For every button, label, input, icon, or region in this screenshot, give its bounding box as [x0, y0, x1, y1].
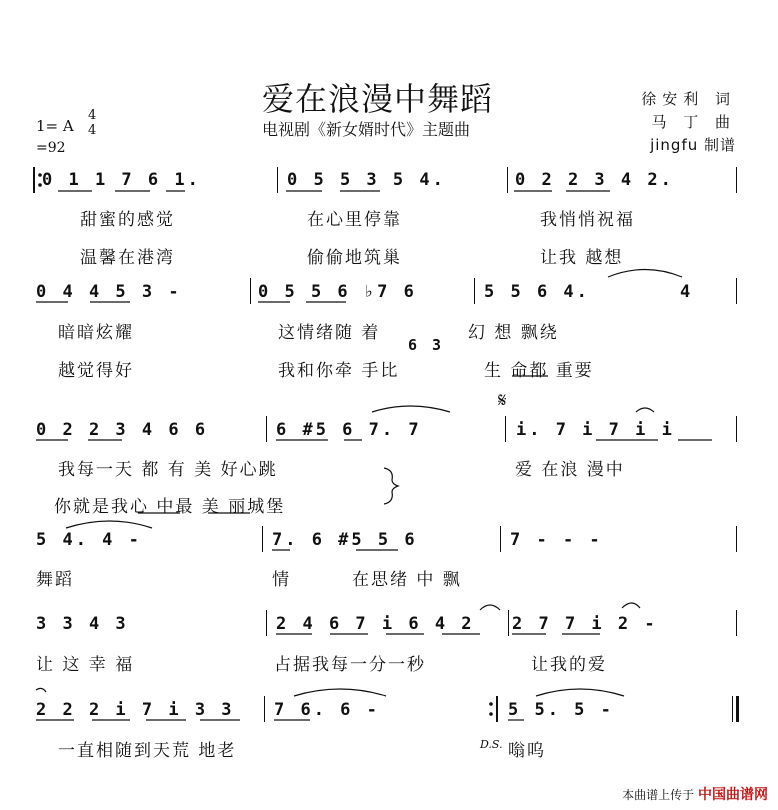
lyric-line: 偷偷地筑巢: [307, 248, 402, 268]
lyric-line: 在思绪 中 飘: [352, 570, 462, 590]
lyric-line: 舞蹈: [36, 570, 74, 590]
lyric-line: 这情绪随 着: [278, 323, 381, 343]
lyric-line: 我和你牵 手比: [278, 361, 400, 381]
song-subtitle: 电视剧《新女婿时代》主题曲: [262, 120, 471, 139]
song-title: 爱在浪漫中舞蹈: [262, 80, 494, 118]
lyric-line: 情: [272, 570, 291, 590]
lyric-line: 甜蜜的感觉: [80, 210, 175, 230]
lyric-line: 我每一天 都 有 美 好心跳: [58, 460, 278, 480]
lyric-line: 生 命都 重要: [484, 361, 594, 381]
notes-r1-m2: 0 5 5 3 5 4.: [287, 170, 446, 190]
lyric-line: 温馨在港湾: [80, 248, 175, 268]
lyricist: 徐安利 词: [641, 90, 736, 108]
lyric-line: 你就是我心 中最 美 丽城堡: [54, 497, 286, 517]
lyric-line: 幻 想 飘绕: [468, 323, 559, 343]
key-signature: 1= A: [36, 117, 74, 135]
ds-marking: D.S.: [480, 738, 503, 751]
notes-r2-m1: 0 4 4 5 3 -: [36, 282, 182, 302]
site-name: 中国曲谱网: [698, 787, 768, 803]
upload-prefix: 本曲谱上传于: [622, 788, 695, 802]
extra-notes-63: 6 3: [408, 336, 445, 354]
lyric-line: 让 这 幸 福: [36, 655, 135, 675]
notes-r2-m4: 4: [680, 282, 694, 302]
notes-r5-m2: 2 4 6 7 i 6 4 2: [276, 614, 475, 634]
notes-r5-m3: 2 7 7 i 2 -: [512, 614, 658, 634]
transcriber: jingfu 制谱: [650, 136, 736, 154]
notes-r3-m1: 0 2 2 3 4 6 6: [36, 420, 209, 440]
notes-r4-m3: 7 - - -: [510, 530, 603, 550]
lyric-line: 让我 越想: [540, 248, 624, 268]
notes-r6-m3: 5 5. 5 -: [508, 700, 614, 720]
notes-r6-m2: 7 6. 6 -: [274, 700, 380, 720]
notes-r6-m1: 2 2 2 i 7 i 3 3: [36, 700, 235, 720]
notes-r2-m2: 0 5 5 6 ♭7 6: [258, 282, 417, 302]
lyric-line: 嗡呜: [508, 741, 546, 761]
lyric-line: 让我的爱: [531, 655, 607, 675]
notes-r4-m1: 5 4. 4 -: [36, 530, 142, 550]
notes-r3-m2: 6 #5 6 7. 7: [276, 420, 422, 440]
time-signature-bottom: 4: [88, 123, 97, 138]
lyric-line: 我悄悄祝福: [540, 210, 635, 230]
tempo-marking: =92: [36, 140, 66, 156]
lyric-line: 占据我每一分一秒: [274, 655, 426, 675]
composer: 马 丁 曲: [651, 113, 736, 131]
notes-r2-m3: 5 5 6 4.: [484, 282, 590, 302]
lyric-line: 暗暗炫耀: [58, 323, 134, 343]
notes-r1-m1: 0 1 1 7 6 1.: [42, 170, 201, 190]
time-signature-top: 4: [88, 108, 97, 123]
segno-sign: 𝄋: [498, 388, 507, 412]
lyric-line: 在心里停靠: [307, 210, 402, 230]
lyric-line: 爱 在浪 漫中: [515, 460, 625, 480]
notes-r3-m3: i. 7 i 7 i i: [516, 420, 675, 440]
notes-r4-m2: 7. 6 #5 5 6: [272, 530, 418, 550]
lyric-line: 一直相随到天荒 地老: [58, 741, 237, 761]
upload-credit: [622, 784, 768, 804]
notes-r1-m3: 0 2 2 3 4 2.: [515, 170, 674, 190]
notes-r5-m1: 3 3 4 3: [36, 614, 129, 634]
lyric-line: 越觉得好: [58, 361, 134, 381]
